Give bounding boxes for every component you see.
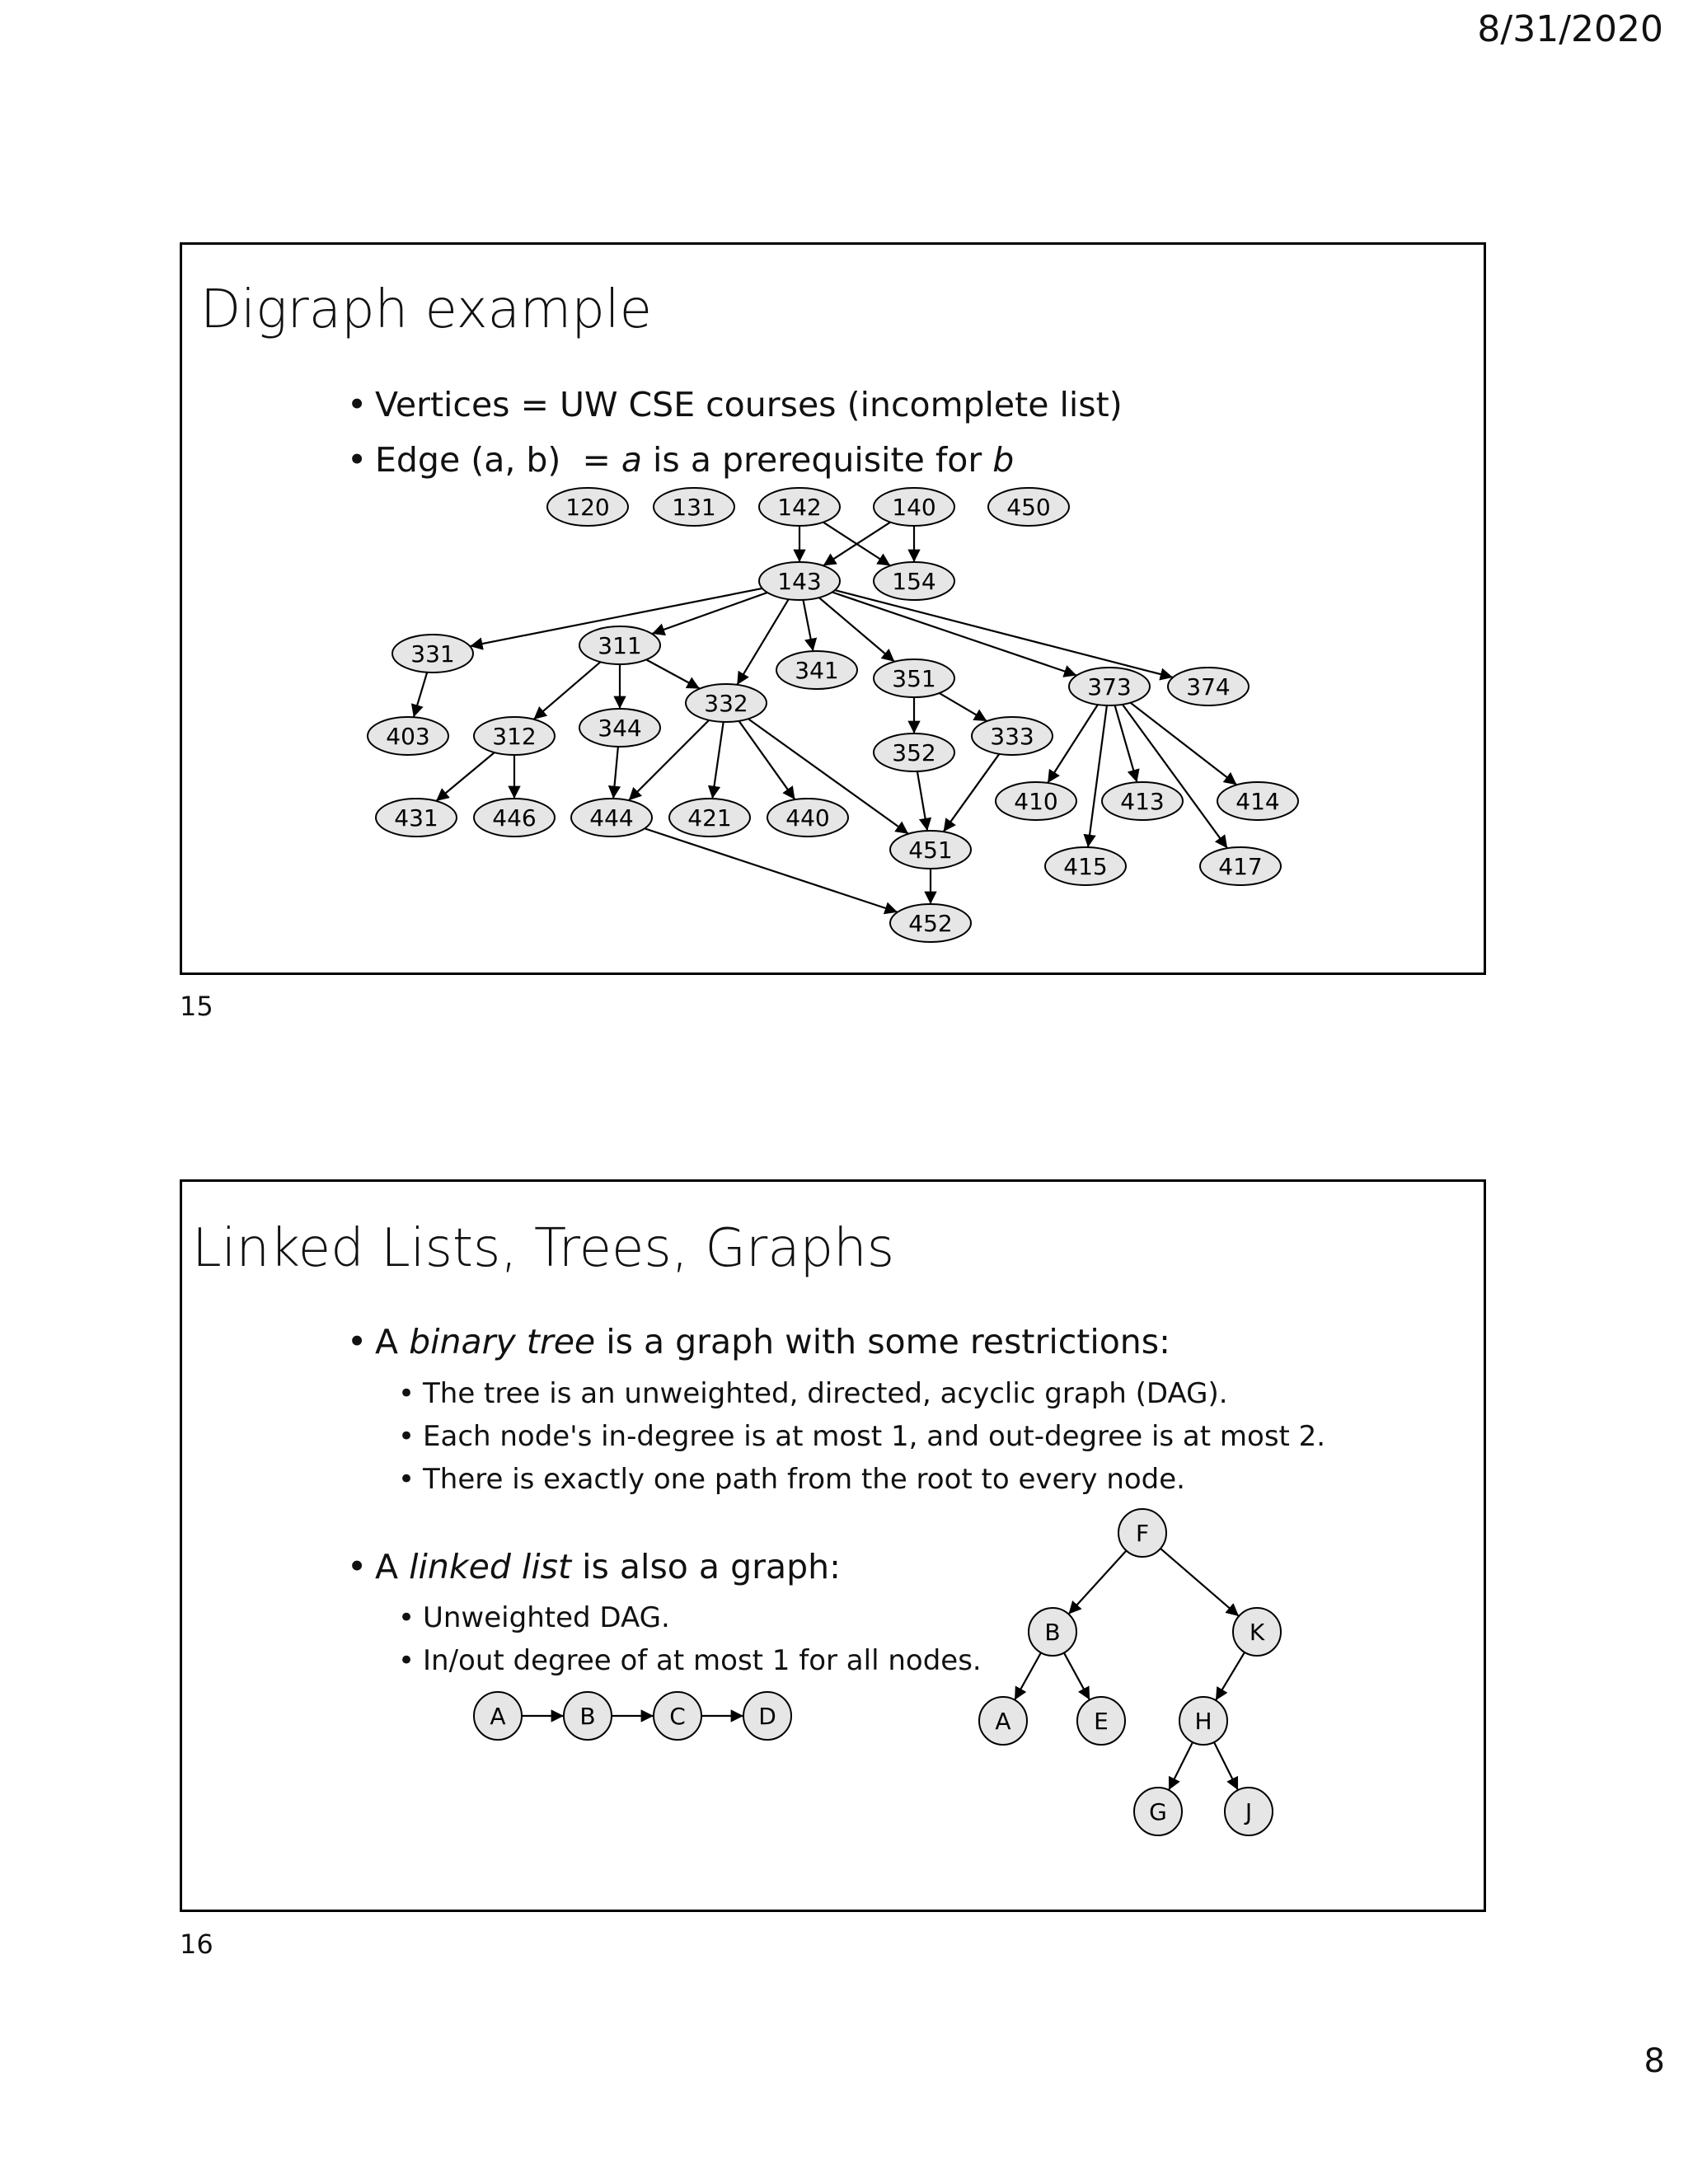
svg-text:311: 311 [598,632,642,659]
bullet-dot: • [398,1377,415,1410]
svg-text:421: 421 [687,804,732,832]
bullet-vertices: • Vertices = UW CSE courses (incomplete list) [347,385,1123,424]
svg-text:351: 351 [892,665,936,692]
tree-node-J [1225,1788,1273,1835]
tree-node-K [1233,1608,1281,1656]
tree-node-G [1134,1788,1182,1835]
slide-title: Digraph example [200,279,652,340]
svg-text:374: 374 [1186,673,1231,701]
svg-text:H: H [1194,1708,1212,1735]
tree-edge-H-J [1214,1742,1238,1790]
slide-number: 16 [180,1929,213,1960]
svg-text:B: B [579,1703,596,1730]
tree-edge-B-E [1064,1652,1090,1699]
bullet-dot: • [347,1322,368,1361]
svg-text:373: 373 [1087,673,1132,701]
svg-text:446: 446 [492,804,537,832]
svg-text:403: 403 [386,723,430,750]
list-node-B [564,1692,612,1740]
svg-text:A: A [490,1703,506,1730]
tree-node-B [1029,1608,1076,1656]
svg-text:451: 451 [908,837,953,864]
svg-text:431: 431 [394,804,438,832]
svg-text:154: 154 [892,568,936,595]
svg-text:131: 131 [672,494,716,521]
svg-text:120: 120 [565,494,610,521]
svg-text:A: A [995,1708,1011,1735]
bullet-binary-tree: • A binary tree is a graph with some restrictions: [347,1322,1170,1361]
svg-text:414: 414 [1236,788,1280,815]
sub-bullet: • Unweighted DAG. [398,1601,670,1634]
svg-text:J: J [1245,1798,1253,1825]
page-date: 8/31/2020 [1477,8,1663,50]
bullet-dot: • [347,1547,368,1586]
svg-text:G: G [1149,1798,1167,1825]
svg-text:F: F [1135,1520,1150,1547]
svg-text:417: 417 [1218,853,1263,880]
sub-bullet: • The tree is an unweighted, directed, acyclic graph (DAG). [398,1377,1228,1410]
tree-edge-F-B [1068,1550,1126,1614]
sub-bullet: • Each node's in-degree is at most 1, and out-degree is at most 2. [398,1420,1326,1453]
sub-bullet: • In/out degree of at most 1 for all nodes. [398,1644,982,1677]
svg-text:444: 444 [589,804,634,832]
svg-text:K: K [1249,1619,1265,1646]
svg-text:332: 332 [704,690,748,717]
svg-text:C: C [669,1703,686,1730]
svg-text:415: 415 [1063,853,1108,880]
page-number: 8 [1643,2042,1665,2080]
tree-edge-K-H [1216,1652,1245,1700]
svg-text:410: 410 [1014,788,1058,815]
tree-node-A [979,1697,1027,1745]
svg-text:352: 352 [892,739,936,766]
tree-edge-B-A [1015,1652,1041,1699]
svg-text:E: E [1094,1708,1109,1735]
tree-edge-H-G [1169,1742,1193,1790]
bullet-dot: • [347,385,368,424]
bullet-dot: • [347,440,368,480]
slide-number: 15 [180,991,213,1022]
bullet-dot: • [398,1644,415,1677]
list-node-D [743,1692,791,1740]
svg-text:331: 331 [410,640,455,668]
list-node-A [474,1692,522,1740]
tree-node-F [1118,1509,1166,1557]
svg-text:312: 312 [492,723,537,750]
svg-text:143: 143 [777,568,822,595]
slide-title: Linked Lists, Trees, Graphs [192,1218,895,1279]
tree-node-H [1179,1697,1227,1745]
bullet-edge: • Edge (a, b) = a is a prerequisite for b [347,440,1015,480]
svg-text:142: 142 [777,494,822,521]
svg-text:413: 413 [1120,788,1165,815]
tree-node-E [1077,1697,1125,1745]
bullet-linked-list: • A linked list is also a graph: [347,1547,841,1586]
svg-text:140: 140 [892,494,936,521]
svg-text:341: 341 [795,657,839,684]
svg-text:452: 452 [908,910,953,937]
svg-text:333: 333 [990,723,1034,750]
tree-edge-F-K [1160,1549,1239,1616]
svg-text:450: 450 [1006,494,1051,521]
sub-bullet: • There is exactly one path from the root to every node. [398,1463,1185,1496]
svg-text:344: 344 [598,715,642,742]
svg-text:D: D [758,1703,776,1730]
bullet-dot: • [398,1420,415,1453]
svg-text:B: B [1044,1619,1061,1646]
bullet-dot: • [398,1463,415,1496]
bullet-dot: • [398,1601,415,1634]
list-node-C [654,1692,701,1740]
svg-text:440: 440 [785,804,830,832]
